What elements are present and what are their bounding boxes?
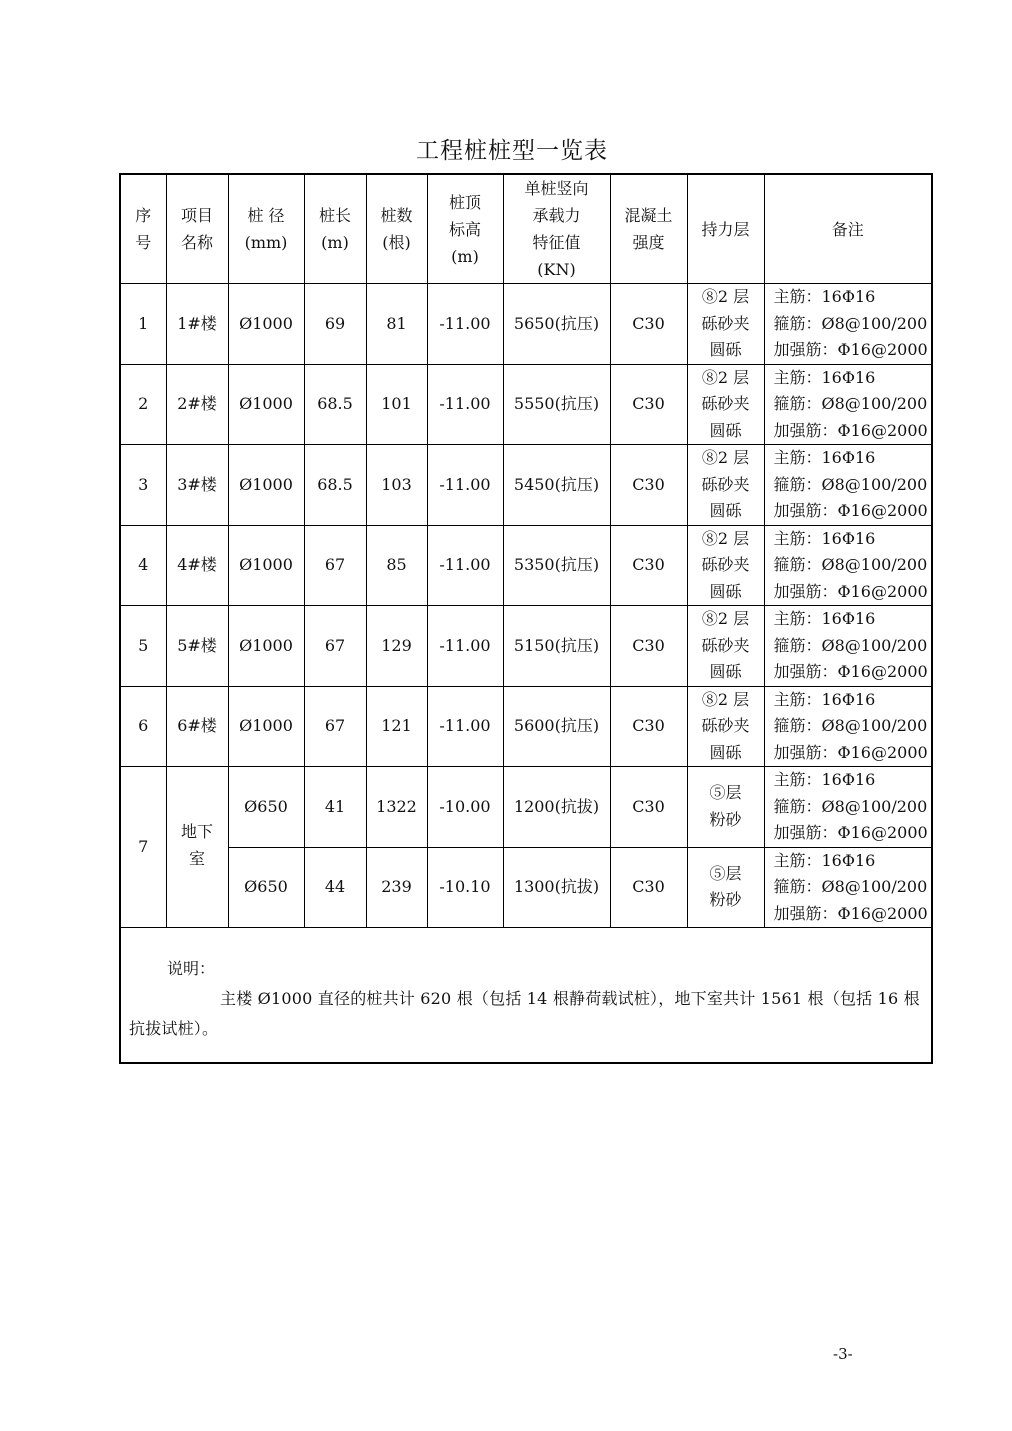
- bearing-layer: [687, 445, 764, 526]
- bearing-capacity: 5550(抗压): [503, 364, 610, 445]
- pile-length: 68.5: [304, 364, 366, 445]
- pile-count: 81: [366, 284, 427, 365]
- header-col-length-line: 桩长: [318, 206, 351, 225]
- remarks-line: 箍筋：Ø8@100/200: [773, 635, 928, 655]
- pile-count: 129: [366, 606, 427, 687]
- bearing-layer-line: ⑧2 层: [701, 609, 750, 628]
- header-col-concrete-line: 强度: [632, 233, 665, 252]
- concrete-strength: C30: [610, 364, 687, 445]
- table-row: [120, 284, 932, 365]
- pile-length: 44: [304, 847, 366, 928]
- bearing-layer-line: 砾砂夹: [701, 635, 750, 655]
- bearing-layer-line: ⑤层: [709, 863, 742, 883]
- note-label: 说明：: [167, 959, 216, 978]
- pile-length: 67: [304, 606, 366, 687]
- concrete-strength: C30: [610, 445, 687, 526]
- bearing-layer-line: ⑧2 层: [701, 528, 750, 548]
- page-number: -3-: [833, 1345, 853, 1363]
- remarks-line: 箍筋：Ø8@100/200: [773, 474, 928, 494]
- concrete-strength: C30: [610, 284, 687, 365]
- pile-length: 68.5: [304, 445, 366, 526]
- project-name: 5#楼: [166, 606, 228, 687]
- header-col-top-elevation-line: 桩顶: [448, 192, 481, 212]
- header-col-capacity: [503, 174, 610, 284]
- header-col-concrete-line: 混凝土: [624, 206, 673, 225]
- remarks: [764, 767, 932, 848]
- bearing-layer-line: 砾砂夹: [701, 313, 750, 333]
- header-col-name: [166, 174, 228, 284]
- concrete-strength: C30: [610, 606, 687, 687]
- bearing-capacity: 5350(抗压): [503, 525, 610, 606]
- remarks-line: 箍筋：Ø8@100/200: [773, 796, 928, 816]
- remarks-line: 箍筋：Ø8@100/200: [773, 394, 928, 413]
- note-text: 主楼 Ø1000 直径的桩共计 620 根（包括 14 根静荷载试桩），地下室共计 1561 根（包括 16 根抗拔试桩）。: [129, 989, 920, 1038]
- project-name: 1#楼: [166, 284, 228, 365]
- remarks: [764, 364, 932, 445]
- project-name: [166, 767, 228, 928]
- header-col-bearing-layer-line: 持力层: [701, 219, 750, 239]
- concrete-strength: C30: [610, 686, 687, 767]
- remarks-line: 加强筋：Φ16@2000: [773, 903, 928, 923]
- header-col-capacity-line: 承载力: [532, 206, 581, 225]
- bearing-layer-line: 砾砂夹: [701, 555, 750, 574]
- bearing-layer-line: ⑧2 层: [701, 448, 750, 467]
- row-number: 2: [120, 364, 166, 445]
- bearing-layer-line: 圆砾: [709, 662, 742, 681]
- concrete-strength: C30: [610, 525, 687, 606]
- bearing-capacity: 1200(抗拔): [503, 767, 610, 848]
- remarks-line: 主筋：16Φ16: [773, 367, 876, 387]
- bearing-layer-line: 砾砂夹: [701, 474, 750, 494]
- remarks: [764, 606, 932, 687]
- remarks-line: 加强筋：Φ16@2000: [773, 823, 928, 842]
- row-number: 6: [120, 686, 166, 767]
- pile-length: 69: [304, 284, 366, 365]
- pile-top-elevation: -10.10: [427, 847, 503, 928]
- remarks-line: 主筋：16Φ16: [773, 770, 876, 789]
- row-number: 4: [120, 525, 166, 606]
- table-row: [120, 525, 932, 606]
- pile-diameter: Ø650: [228, 847, 304, 928]
- header-col-top-elevation-line: (m): [451, 246, 479, 266]
- remarks-line: 主筋：16Φ16: [773, 448, 876, 467]
- remarks-line: 加强筋：Φ16@2000: [773, 501, 928, 520]
- concrete-strength: C30: [610, 847, 687, 928]
- pile-type-table: [119, 173, 933, 1064]
- pile-count: 121: [366, 686, 427, 767]
- header-col-no-line: 序: [135, 206, 152, 225]
- row-number: 1: [120, 284, 166, 365]
- header-col-capacity-line: 单桩竖向: [524, 179, 589, 198]
- pile-length: 41: [304, 767, 366, 848]
- bearing-layer-line: 圆砾: [709, 501, 742, 520]
- header-col-no: [120, 174, 166, 284]
- bearing-layer: [687, 364, 764, 445]
- pile-diameter: Ø1000: [228, 606, 304, 687]
- row-number: 3: [120, 445, 166, 526]
- remarks-line: 箍筋：Ø8@100/200: [773, 877, 928, 896]
- bearing-layer: [687, 847, 764, 928]
- pile-top-elevation: -11.00: [427, 606, 503, 687]
- bearing-layer-line: 圆砾: [709, 581, 742, 601]
- remarks: [764, 686, 932, 767]
- pile-top-elevation: -10.00: [427, 767, 503, 848]
- pile-diameter: Ø1000: [228, 284, 304, 365]
- pile-length: 67: [304, 686, 366, 767]
- pile-count: 239: [366, 847, 427, 928]
- bearing-layer-line: 砾砂夹: [701, 394, 750, 413]
- note-row: [120, 928, 932, 1064]
- bearing-layer-line: 粉砂: [709, 809, 742, 829]
- header-col-capacity-line: 特征值: [532, 233, 581, 252]
- pile-count: 85: [366, 525, 427, 606]
- bearing-layer-line: ⑧2 层: [701, 287, 750, 306]
- remarks-line: 箍筋：Ø8@100/200: [773, 716, 928, 735]
- project-name: 3#楼: [166, 445, 228, 526]
- pile-top-elevation: -11.00: [427, 686, 503, 767]
- remarks-line: 主筋：16Φ16: [773, 850, 876, 870]
- pile-top-elevation: -11.00: [427, 525, 503, 606]
- table-row: [120, 606, 932, 687]
- pile-count: 101: [366, 364, 427, 445]
- row-number: 7: [120, 767, 166, 928]
- remarks-line: 主筋：16Φ16: [773, 528, 876, 548]
- pile-diameter: Ø650: [228, 767, 304, 848]
- pile-top-elevation: -11.00: [427, 364, 503, 445]
- header-col-length-line: (m): [321, 233, 349, 252]
- concrete-strength: C30: [610, 767, 687, 848]
- remarks: [764, 445, 932, 526]
- remarks-line: 加强筋：Φ16@2000: [773, 662, 928, 681]
- header-col-name-line: 项目: [180, 206, 213, 225]
- header-col-name-line: 名称: [180, 233, 213, 252]
- bearing-layer-line: ⑧2 层: [701, 689, 750, 709]
- bearing-layer-line: 圆砾: [709, 340, 742, 359]
- bearing-layer-line: 圆砾: [709, 742, 742, 762]
- bearing-layer-line: 粉砂: [709, 890, 742, 910]
- header-col-diameter-line: 桩 径: [247, 206, 285, 225]
- table-row: [120, 847, 932, 928]
- remarks-line: 箍筋：Ø8@100/200: [773, 313, 928, 333]
- pile-top-elevation: -11.00: [427, 445, 503, 526]
- header-col-remarks-line: 备注: [831, 219, 864, 239]
- pile-top-elevation: -11.00: [427, 284, 503, 365]
- bearing-layer-line: ⑧2 层: [701, 367, 750, 387]
- pile-diameter: Ø1000: [228, 364, 304, 445]
- pile-diameter: Ø1000: [228, 686, 304, 767]
- bearing-layer: [687, 686, 764, 767]
- bearing-capacity: 5150(抗压): [503, 606, 610, 687]
- table-row: [120, 767, 932, 848]
- remarks-line: 加强筋：Φ16@2000: [773, 340, 928, 359]
- bearing-layer: [687, 284, 764, 365]
- bearing-capacity: 5650(抗压): [503, 284, 610, 365]
- remarks-line: 加强筋：Φ16@2000: [773, 581, 928, 601]
- pile-length: 67: [304, 525, 366, 606]
- remarks-line: 箍筋：Ø8@100/200: [773, 555, 928, 574]
- project-name: 4#楼: [166, 525, 228, 606]
- bearing-layer-line: ⑤层: [709, 783, 742, 803]
- header-col-no-line: 号: [135, 233, 152, 252]
- header-col-diameter-line: (mm): [244, 233, 288, 252]
- header-col-length: [304, 174, 366, 284]
- header-col-capacity-line: (KN): [537, 260, 576, 279]
- page-title: 工程桩桩型一览表: [416, 138, 608, 164]
- pile-diameter: Ø1000: [228, 525, 304, 606]
- bearing-layer-line: 圆砾: [709, 420, 742, 440]
- note-cell: [120, 928, 932, 1064]
- header-col-concrete: [610, 174, 687, 284]
- table-row: [120, 364, 932, 445]
- pile-count: 103: [366, 445, 427, 526]
- bearing-capacity: 5600(抗压): [503, 686, 610, 767]
- remarks-line: 加强筋：Φ16@2000: [773, 420, 928, 440]
- remarks-line: 主筋：16Φ16: [773, 287, 876, 306]
- remarks-line: 主筋：16Φ16: [773, 609, 876, 628]
- table-row: [120, 445, 932, 526]
- header-col-count-line: 桩数: [380, 206, 413, 225]
- header-col-bearing-layer: [687, 174, 764, 284]
- remarks: [764, 284, 932, 365]
- bearing-capacity: 5450(抗压): [503, 445, 610, 526]
- header-col-diameter: [228, 174, 304, 284]
- bearing-layer-line: 砾砂夹: [701, 716, 750, 735]
- pile-count: 1322: [366, 767, 427, 848]
- project-name: 6#楼: [166, 686, 228, 767]
- header-col-top-elevation: [427, 174, 503, 284]
- bearing-layer: [687, 767, 764, 848]
- header-col-remarks: [764, 174, 932, 284]
- pile-diameter: Ø1000: [228, 445, 304, 526]
- project-name-line: 地下: [180, 822, 213, 841]
- header-col-count-line: (根): [382, 233, 411, 252]
- bearing-layer: [687, 606, 764, 687]
- remarks: [764, 525, 932, 606]
- bearing-layer: [687, 525, 764, 606]
- table-row: [120, 686, 932, 767]
- remarks-line: 主筋：16Φ16: [773, 689, 876, 709]
- remarks: [764, 847, 932, 928]
- remarks-line: 加强筋：Φ16@2000: [773, 742, 928, 762]
- project-name-line: 室: [188, 848, 205, 868]
- row-number: 5: [120, 606, 166, 687]
- bearing-capacity: 1300(抗拔): [503, 847, 610, 928]
- header-col-count: [366, 174, 427, 284]
- project-name: 2#楼: [166, 364, 228, 445]
- header-col-top-elevation-line: 标高: [448, 219, 481, 239]
- header-row: [120, 174, 932, 284]
